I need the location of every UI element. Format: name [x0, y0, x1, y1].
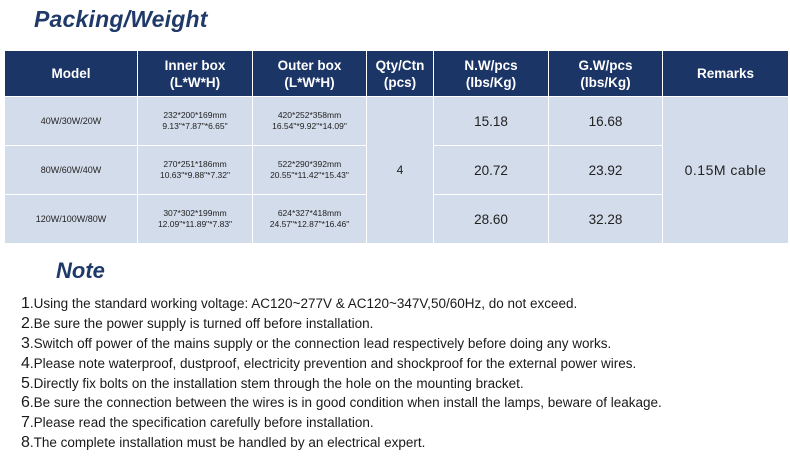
section-title-packing-weight: Packing/Weight	[34, 6, 208, 32]
column-header: Outer box (L*W*H)	[253, 51, 367, 97]
column-header: Inner box (L*W*H)	[138, 51, 253, 97]
column-header: N.W/pcs (lbs/Kg)	[434, 51, 549, 97]
notes-list	[21, 294, 662, 453]
note-item: 6.Be sure the connection between the wires is in good condition when install the lamps, beware of leakage.	[21, 394, 662, 412]
model-cell: 80W/60W/40W	[5, 146, 138, 195]
outer-box-cell: 420*252*358mm 16.54"*9.92"*14.09"	[253, 97, 367, 146]
remarks-cell: 0.15M cable	[663, 97, 789, 244]
note-item: 4.Please note waterproof, dustproof, electricity prevention and shockproof for the external power wires.	[21, 354, 637, 372]
column-header: G.W/pcs (lbs/Kg)	[549, 51, 663, 97]
outer-box-cell: 522*290*392mm 20.55"*11.42"*15.43"	[253, 146, 367, 195]
net-weight-cell: 28.60	[434, 195, 549, 244]
gross-weight-cell: 23.92	[549, 146, 663, 195]
column-header: Qty/Ctn (pcs)	[367, 51, 434, 97]
note-item: 5.Directly fix bolts on the installation stem through the hole on the mounting bracket.	[21, 374, 524, 392]
inner-box-cell: 270*251*186mm 10.63"*9.88"*7.32"	[138, 146, 253, 195]
gross-weight-cell: 32.28	[549, 195, 663, 244]
gross-weight-cell: 16.68	[549, 97, 663, 146]
net-weight-cell: 20.72	[434, 146, 549, 195]
model-cell: 120W/100W/80W	[5, 195, 138, 244]
outer-box-cell: 624*327*418mm 24.57"*12.87"*16.46"	[253, 195, 367, 244]
column-header: Model	[5, 51, 138, 97]
net-weight-cell: 15.18	[434, 97, 549, 146]
inner-box-cell: 232*200*169mm 9.13"*7.87"*6.65"	[138, 97, 253, 146]
model-cell: 40W/30W/20W	[5, 97, 138, 146]
note-item: 1.Using the standard working voltage: AC120~277V & AC120~347V,50/60Hz, do not exceed.	[21, 295, 578, 312]
note-item: 8.The complete installation must be handled by an electrical expert.	[21, 434, 426, 452]
section-title-note: Note	[56, 258, 105, 283]
packing-weight-table	[4, 50, 789, 244]
inner-box-cell: 307*302*199mm 12.09"*11.89"*7.83"	[138, 195, 253, 244]
table-header-row	[5, 51, 789, 97]
note-item: 2.Be sure the power supply is turned off before installation.	[21, 314, 374, 332]
qty-cell: 4	[367, 97, 434, 244]
note-item: 7.Please read the specification carefully before installation.	[21, 414, 374, 432]
table-row	[5, 97, 789, 146]
note-item: 3.Switch off power of the mains supply or the connection lead respectively before doing any works.	[21, 334, 612, 352]
column-header: Remarks	[663, 51, 789, 97]
